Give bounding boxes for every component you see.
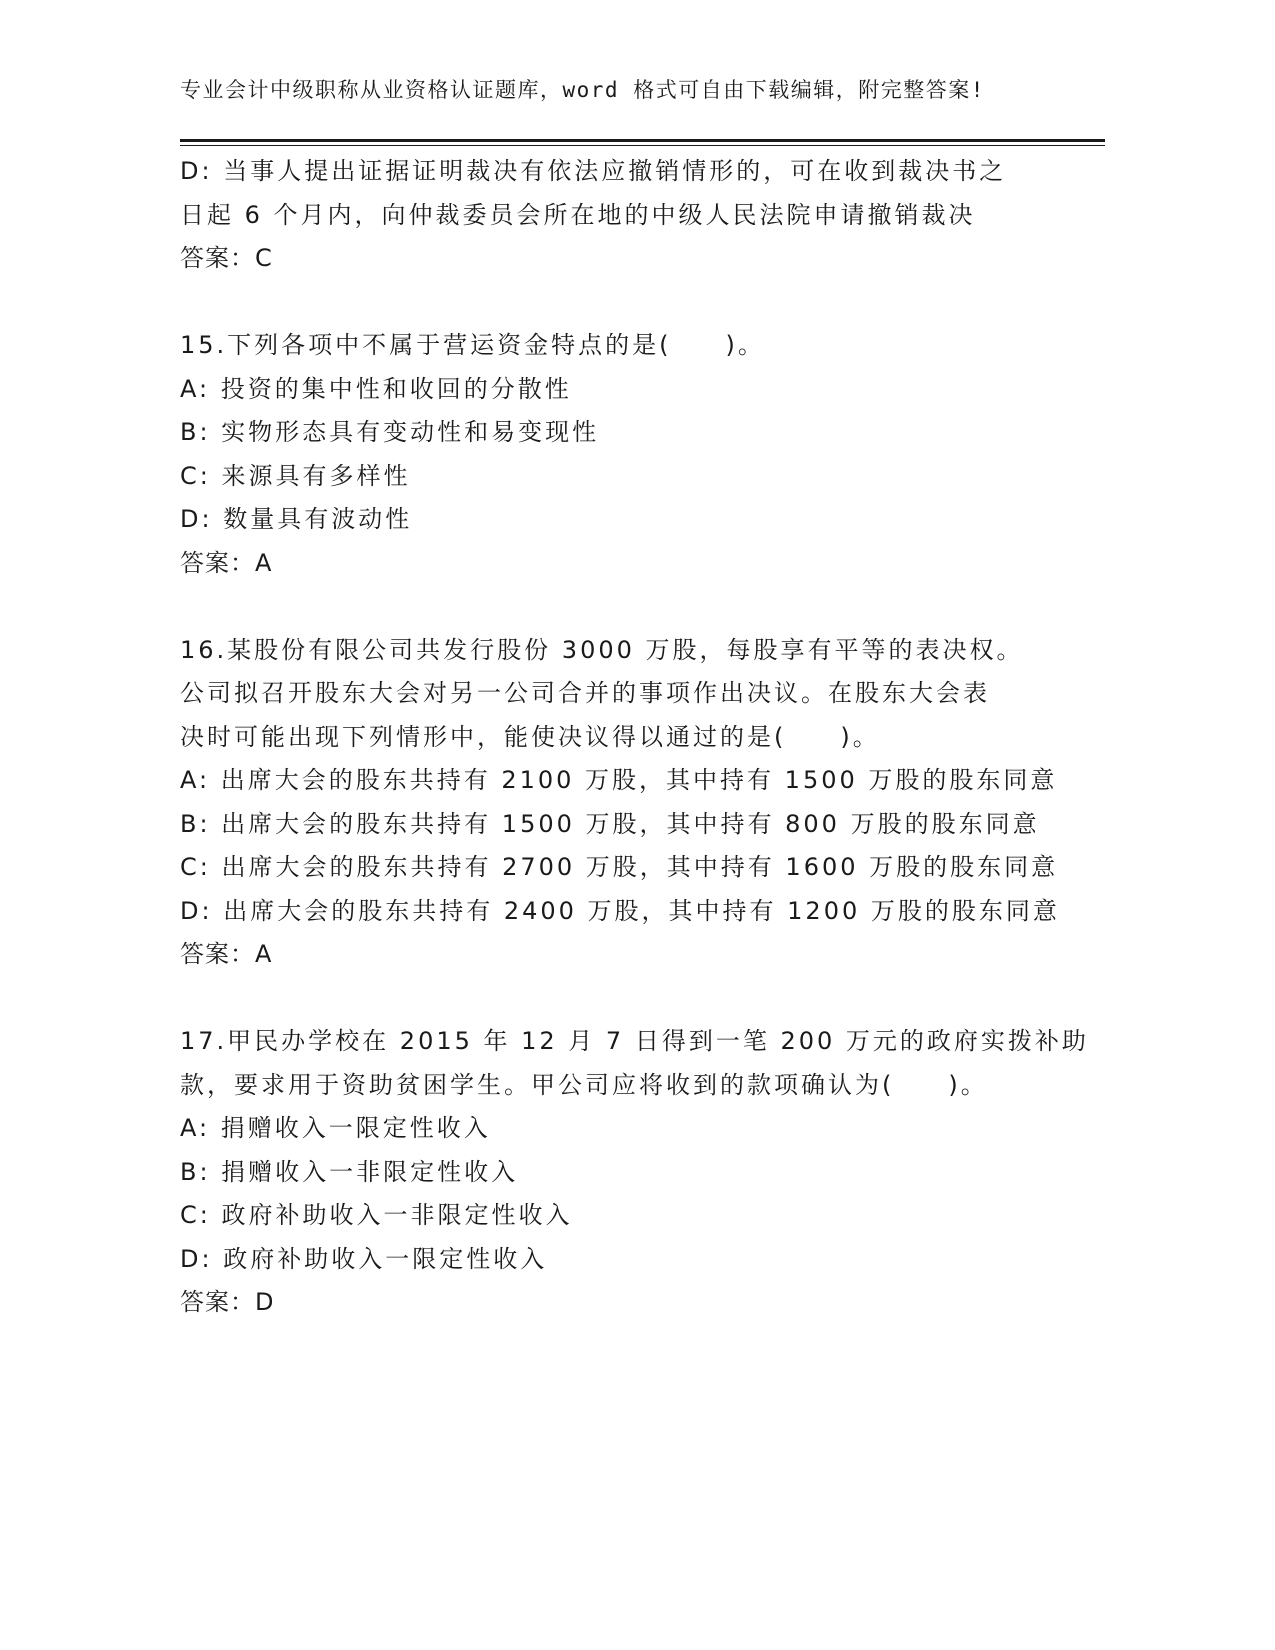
question-stem: 决时可能出现下列情形中，能使决议得以通过的是( )。	[180, 722, 880, 751]
answer-line: 答案：C	[180, 244, 273, 272]
option-a: A: 出席大会的股东共持有 2100 万股，其中持有 1500 万股的股东同意	[180, 766, 1058, 794]
option-a: A: 捐赠收入一限定性收入	[180, 1114, 491, 1142]
spacer	[180, 585, 1080, 629]
header-rule-thin	[180, 145, 1105, 146]
option-b: B: 实物形态具有变动性和易变现性	[180, 418, 600, 446]
option-a: A: 投资的集中性和收回的分散性	[180, 374, 572, 403]
prev-question-tail	[180, 150, 1080, 281]
option-d: D: 政府补助收入一限定性收入	[180, 1244, 548, 1273]
spacer	[180, 281, 1080, 325]
option-b: B: 出席大会的股东共持有 1500 万股，其中持有 800 万股的股东同意	[180, 809, 1040, 838]
question-stem: 17.甲民办学校在 2015 年 12 月 7 日得到一笔 200 万元的政府实拨补助	[180, 1027, 1089, 1055]
answer-line: 答案：D	[180, 1288, 275, 1316]
question-15	[180, 324, 1080, 585]
question-stem: 16.某股份有限公司共发行股份 3000 万股，每股享有平等的表决权。	[180, 635, 1024, 664]
answer-line: 答案：A	[180, 940, 273, 968]
option-c: C: 来源具有多样性	[180, 461, 411, 490]
option-d: D: 数量具有波动性	[180, 505, 413, 533]
question-stem: 款，要求用于资助贫困学生。甲公司应将收到的款项确认为( )。	[180, 1070, 988, 1099]
question-17	[180, 1020, 1089, 1325]
question-content	[180, 150, 1089, 1325]
answer-line: 答案：A	[180, 548, 273, 577]
option-line: D: 当事人提出证据证明裁决有依法应撤销情形的，可在收到裁决书之	[180, 157, 1007, 185]
option-line: 日起 6 个月内，向仲裁委员会所在地的中级人民法院申请撤销裁决	[180, 200, 976, 229]
option-c: C: 政府补助收入一非限定性收入	[180, 1201, 573, 1229]
question-stem: 公司拟召开股东大会对另一公司合并的事项作出决议。在股东大会表	[180, 679, 990, 707]
header-rule-thick	[180, 139, 1105, 142]
spacer	[180, 977, 1080, 1021]
option-d: D: 出席大会的股东共持有 2400 万股，其中持有 1200 万股的股东同意	[180, 896, 1060, 925]
option-c: C: 出席大会的股东共持有 2700 万股，其中持有 1600 万股的股东同意	[180, 853, 1059, 881]
page-header: 专业会计中级职称从业资格认证题库，word 格式可自由下载编辑，附完整答案!	[180, 78, 985, 102]
question-stem: 15.下列各项中不属于营运资金特点的是( )。	[180, 331, 765, 359]
question-16	[180, 629, 1080, 977]
option-b: B: 捐赠收入一非限定性收入	[180, 1157, 519, 1186]
